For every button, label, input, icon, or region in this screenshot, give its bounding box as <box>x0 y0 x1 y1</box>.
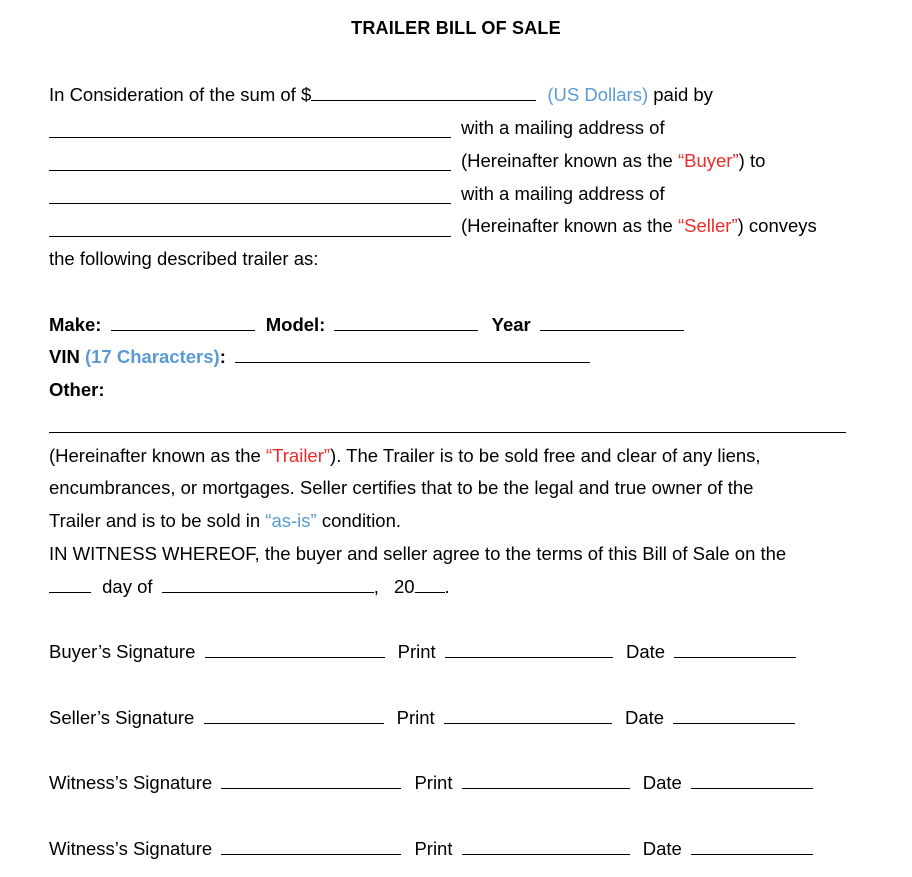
buyer-date-field[interactable] <box>674 640 796 658</box>
buyer-print-field[interactable] <box>445 640 613 658</box>
seller-role: “Seller” <box>677 215 738 236</box>
vin-note: (17 Characters) <box>84 346 220 367</box>
to-label: ) to <box>738 150 766 171</box>
vin-field[interactable] <box>235 345 590 363</box>
vin-colon: : <box>219 346 226 367</box>
intro-line-3 <box>461 149 765 173</box>
document-title: TRAILER BILL OF SALE <box>351 18 561 38</box>
terms-line-1 <box>49 444 761 468</box>
condition-text: condition. <box>321 510 402 531</box>
buyer-role: “Buyer” <box>677 150 739 171</box>
intro-line-2: with a mailing address of <box>461 117 665 138</box>
intro-line-1 <box>49 83 713 107</box>
hereinafter-label: (Hereinafter known as the <box>49 445 261 466</box>
terms-line-3 <box>49 509 401 533</box>
witness-1-date-field[interactable] <box>691 771 813 789</box>
signature-row-buyer <box>49 640 796 664</box>
month-field[interactable] <box>162 575 374 593</box>
terms-liens-text: ). The Trailer is to be sold free and clear of any liens, <box>330 445 761 466</box>
intro-sum-label: In Consideration of the sum of $ <box>49 84 312 105</box>
witness-2-print-field[interactable] <box>462 837 630 855</box>
model-field[interactable] <box>334 313 478 331</box>
date-label: Date <box>642 838 682 859</box>
paid-by-label: paid by <box>653 84 713 105</box>
seller-print-field[interactable] <box>444 706 612 724</box>
conveys-label: ) conveys <box>737 215 817 236</box>
buyer-name-field[interactable] <box>49 137 451 138</box>
date-row <box>49 575 450 599</box>
year-label: Year <box>491 314 531 335</box>
hereinafter-label: (Hereinafter known as the <box>461 150 673 171</box>
signature-row-witness-1 <box>49 771 813 795</box>
print-label: Print <box>414 838 453 859</box>
seller-signature-field[interactable] <box>204 706 384 724</box>
period: . <box>444 576 450 597</box>
seller-date-field[interactable] <box>673 706 795 724</box>
day-field[interactable] <box>49 575 91 593</box>
signature-label: Seller’s Signature <box>49 707 195 728</box>
witness-2-date-field[interactable] <box>691 837 813 855</box>
sum-amount-field[interactable] <box>311 83 536 101</box>
model-label: Model: <box>265 314 326 335</box>
make-label: Make: <box>49 314 102 335</box>
other-label: Other: <box>49 379 105 400</box>
trailer-role: “Trailer” <box>265 445 331 466</box>
comma: , <box>373 576 379 597</box>
witness-1-print-field[interactable] <box>462 771 630 789</box>
intro-line-5 <box>461 214 817 238</box>
date-label: Date <box>642 772 682 793</box>
buyer-address-field[interactable] <box>49 170 451 171</box>
buyer-signature-field[interactable] <box>205 640 385 658</box>
vin-label: VIN <box>49 346 80 367</box>
vin-row <box>49 345 590 369</box>
signature-row-seller <box>49 706 795 730</box>
print-label: Print <box>397 641 436 662</box>
signature-label: Witness’s Signature <box>49 772 213 793</box>
other-field[interactable] <box>49 432 846 433</box>
make-field[interactable] <box>111 313 255 331</box>
signature-label: Buyer’s Signature <box>49 641 196 662</box>
print-label: Print <box>414 772 453 793</box>
day-of-label: day of <box>102 576 153 597</box>
witness-1-signature-field[interactable] <box>221 771 401 789</box>
year-field[interactable] <box>540 313 684 331</box>
signature-row-witness-2 <box>49 837 813 861</box>
witness-statement: IN WITNESS WHEREOF, the buyer and seller agree to the terms of this Bill of Sale on the <box>49 543 787 564</box>
year-prefix: 20 <box>393 576 415 597</box>
date-label: Date <box>624 707 665 728</box>
terms-sold-text: Trailer and is to be sold in <box>49 510 261 531</box>
intro-line-6: the following described trailer as: <box>49 248 319 269</box>
make-model-year-row <box>49 313 684 337</box>
us-dollars-note: (US Dollars) <box>547 84 649 105</box>
seller-name-field[interactable] <box>49 203 451 204</box>
witness-2-signature-field[interactable] <box>221 837 401 855</box>
seller-address-field[interactable] <box>49 236 451 237</box>
sale-year-field[interactable] <box>415 575 445 593</box>
date-label: Date <box>625 641 666 662</box>
print-label: Print <box>396 707 435 728</box>
hereinafter-label: (Hereinafter known as the <box>461 215 673 236</box>
intro-line-4: with a mailing address of <box>461 183 665 204</box>
as-is-note: “as-is” <box>265 510 317 531</box>
terms-line-2: encumbrances, or mortgages. Seller certifies that to be the legal and true owner of the <box>49 477 754 498</box>
signature-label: Witness’s Signature <box>49 838 213 859</box>
